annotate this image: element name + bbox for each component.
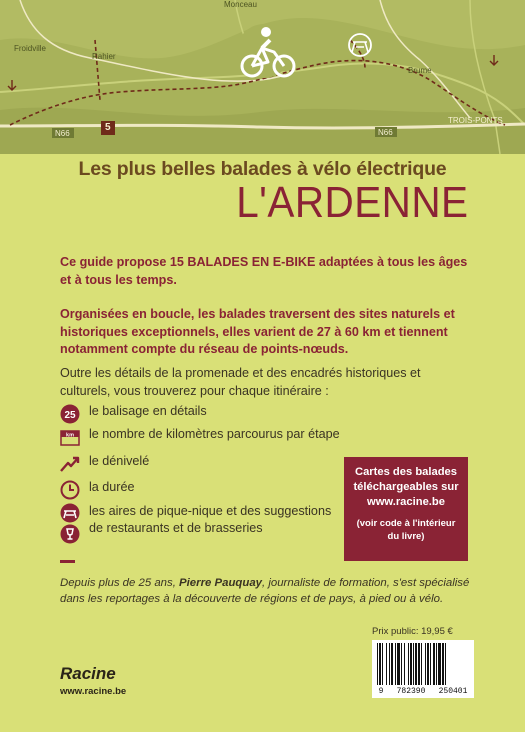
balisage-icon xyxy=(60,404,80,424)
feature-elevation xyxy=(60,454,149,474)
intro-paragraph-3: Outre les détails de la promenade et des encadrés historiques et culturels, vous trouverez pour chaque itinéraire : xyxy=(60,366,421,398)
subtitle: Les plus belles balades à vélo électrique xyxy=(78,158,447,180)
author-bio xyxy=(60,576,472,607)
barcode xyxy=(372,640,474,698)
restaurant-icon xyxy=(60,524,80,544)
balisage-icon-badge: 25 xyxy=(64,410,76,421)
intro-paragraph-1: Ce guide propose 15 BALADES EN E-BIKE adaptées à tous les âges et à tous les temps. xyxy=(60,255,468,287)
feature-label: le nombre de kilomètres parcourus par étape xyxy=(89,427,340,441)
map-place-label: Brume xyxy=(408,66,432,75)
barcode-bar xyxy=(442,643,444,685)
feature-label: de restaurants et de brasseries xyxy=(89,521,263,535)
download-box-note: du livre) xyxy=(387,531,425,542)
publisher-url[interactable]: www.racine.be xyxy=(60,686,127,697)
barcode-bar xyxy=(430,643,431,685)
bio-rest: , journaliste de formation, s'est spécialisé dans les reportages à la découverte de régions et de pays, à pied ou à vélo. xyxy=(60,577,470,605)
download-box-note: (voir code à l'intérieur xyxy=(356,518,456,529)
clock-icon xyxy=(60,480,80,500)
picnic-icon xyxy=(60,503,80,523)
barcode-bar xyxy=(413,643,414,685)
barcode-bar xyxy=(410,643,412,685)
feature-km xyxy=(60,427,340,447)
feature-duration xyxy=(60,480,135,500)
author-name: Pierre Pauquay xyxy=(179,577,262,589)
isbn-digits xyxy=(372,687,474,696)
isbn-digit-group: 9 xyxy=(378,687,384,696)
map-road-label: N66 xyxy=(378,128,393,137)
barcode-bar xyxy=(408,643,409,685)
barcode-bar xyxy=(404,643,405,685)
download-box xyxy=(344,457,468,561)
intro-paragraph-2: Organisées en boucle, les balades traversent des sites naturels et historiques exceptionnels, elles varient de 27 à 60 km et tiennent notamment compte du réseau de points-nœuds. xyxy=(60,307,455,356)
feature-label: le dénivelé xyxy=(89,454,150,468)
barcode-bar xyxy=(382,643,383,685)
bicycle-icon xyxy=(236,22,306,82)
barcode-bar xyxy=(415,643,417,685)
barcode-bar xyxy=(401,643,402,685)
feature-label: la durée xyxy=(89,480,135,494)
barcode-bar xyxy=(395,643,396,685)
publisher-logo: Racine xyxy=(60,664,116,683)
map-road-label: N66 xyxy=(55,129,70,138)
feature-balisage xyxy=(60,404,207,424)
km-icon-badge: km xyxy=(66,432,74,439)
map-place-label: Froidville xyxy=(14,44,47,53)
elevation-icon xyxy=(60,454,80,474)
download-box-link[interactable]: www.racine.be xyxy=(367,496,445,508)
page-title: L'ARDENNE xyxy=(236,178,469,227)
map-banner xyxy=(0,0,525,154)
feature-label: les aires de pique-nique et des suggestions xyxy=(89,504,332,518)
barcode-bar xyxy=(397,643,400,685)
barcode-bar xyxy=(377,643,378,685)
map-place-label: TROIS-PONTS xyxy=(448,116,503,125)
isbn-digit-group: 250401 xyxy=(438,687,468,696)
barcode-bar xyxy=(436,643,437,685)
price-label: Prix public: 19,95 € xyxy=(372,626,453,637)
barcode-bar xyxy=(433,643,435,685)
map-route-number: 5 xyxy=(105,122,111,133)
feature-label: le balisage en détails xyxy=(89,404,207,418)
barcode-bar xyxy=(379,643,381,685)
feature-picnic xyxy=(60,503,331,544)
divider xyxy=(60,560,75,563)
barcode-bar xyxy=(425,643,426,685)
download-box-line: Cartes des balades xyxy=(355,466,457,478)
barcode-bar xyxy=(438,643,441,685)
barcode-bar xyxy=(427,643,429,685)
barcode-bar xyxy=(386,643,387,685)
km-icon xyxy=(60,427,80,447)
map-place-label: Monceau xyxy=(224,0,257,9)
barcode-bar xyxy=(389,643,390,685)
download-box-line: téléchargeables sur xyxy=(353,481,459,493)
barcode-bars xyxy=(372,640,474,688)
barcode-bar xyxy=(391,643,393,685)
barcode-bar xyxy=(418,643,420,685)
barcode-bar xyxy=(421,643,422,685)
map-place-label: Rahier xyxy=(92,52,116,61)
barcode-bar xyxy=(445,643,446,685)
isbn-digit-group: 782390 xyxy=(396,687,426,696)
bio-lead: Depuis plus de 25 ans, xyxy=(60,577,180,589)
